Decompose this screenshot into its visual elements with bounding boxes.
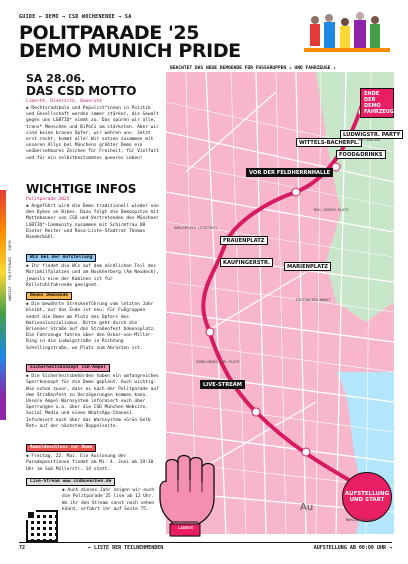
label-au: Au	[300, 502, 314, 513]
title-line-2: DEMO MUNICH PRIDE	[19, 40, 241, 62]
info-box-wcs	[26, 254, 160, 289]
label-hofgarten: HOF-GARTEN	[358, 138, 380, 142]
label-marienplatz[interactable]: MARIENPLATZ	[284, 262, 331, 271]
label-viktualienmarkt: VIKTUALIEN-MARKT	[296, 298, 331, 302]
infos-subline: Politparade 2025	[26, 197, 70, 202]
info-box-sicherheit	[26, 364, 160, 430]
infos-heading: WICHTIGE INFOS	[26, 182, 137, 196]
qr-finder-icon	[26, 510, 36, 520]
date-heading: SA 28.06.	[26, 72, 86, 85]
label-food-drinks[interactable]: FOOD&DRINKS	[336, 150, 386, 159]
info-box-text: ✱ Freitag, 22. Mai. Ein Auslosung der Paradepositionen findet am Mi. 4. Juni ab 19:30 Uhr im Sub Müllerstr. 14 statt.	[26, 454, 154, 472]
info-box-label: Live-Stream www.csdmuenchen.de	[26, 478, 115, 486]
label-frauenplatz[interactable]: FRAUENPLATZ	[220, 236, 268, 245]
info-box-label: Sicherheitskonzept CSD-Ampel	[26, 364, 110, 372]
label-mariahilfplatz: MARIAHILFPLATZ	[346, 518, 377, 522]
infos-text: ✱ Angeführt wird die Demo traditionell wieder von den Dykes on Bikes. Dazu folgt die Demospitze mit Mottobanner von CSD und Vertretenden des Münchner LGBTIQ*-Community zusammen mit Schirmfrau OB Dieter Reiter und Rosa-Liste-Stadtrat Thomas Niederbühl.	[26, 204, 159, 241]
label-feldherrnhalle[interactable]: VOR DER FELDHERRNHALLE	[246, 168, 333, 177]
label-wittelsbacherplatz[interactable]: WITTELS-BACHERPL.	[296, 138, 362, 147]
label-ludwigstr-party[interactable]: LUDWIGSTR. PARTY	[340, 130, 403, 139]
liberte-sleeve-text: LIBERTÉ	[178, 526, 194, 530]
info-box-text: ✱ Ihr findet die WCs auf dem nördlichen Teil des Mariahilfplatzes und am Nockherberg (Am Neudeck), jeweils eine der Kabinen ist für Rollstuhlfahrende geeignet.	[26, 264, 159, 288]
page-number: 72	[19, 545, 26, 551]
label-sendlinger-tor: SENDLINGER-TOR-PLATZ	[196, 360, 240, 364]
info-box-label: Anmeldeschluss zur Demo	[26, 444, 96, 452]
info-box-label: WCs bei der Aufstellung	[26, 254, 96, 262]
page-title	[19, 24, 269, 60]
title-line-1: POLITPARADE '25	[19, 22, 200, 44]
info-box-anmeldeschluss	[26, 444, 160, 473]
side-label: ANREISE · POLITPARADE · INFOS	[8, 240, 12, 302]
motto-text: ✱ Rechtsradikale und Populist*innen in Politik und Gesellschaft werden immer stärker, die Gewalt gegen uns LGBTIQ* nimmt zu. Das spüren wir alle, trans* Menschen und BiPoCs am stärksten. Aber wir sind keine braven Opfer, wir wehren uns. Jetzt erst recht, kommt alle! Wir setzen zusammen mit unseren Allys bei Münchens größter Demo ein unübersehbares Zeichen für Freiheit, für Vielfalt und für ein selbstbestimmtes queeres Leben!	[26, 106, 159, 161]
info-box-label: Neues Demoende	[26, 292, 72, 300]
label-ende-fahrzeuge[interactable]: ENDE DER DEMO FAHRZEUGE	[360, 88, 394, 118]
parade-photo	[302, 10, 392, 58]
breadcrumb[interactable]: GUIDE ← DEMO → CSD WOCHENENDE → SA	[19, 14, 132, 20]
info-box-text: ✱ Die Sicherheitsbehörden haben ein umfangreiches Sperrkonzept für die Demo geplant. Auch wichtig: Wie schon zuvor, dass es nach der Politparade auf dem Straßenfest zu Verzögerungen kommen kann. Unsere Ampel-Warnsystem informiert euch über Sperrungen u.a. über die CSD München Website, Social Media und einen WhatsApp-Channel. Informiert euch über das Warnsystem »Grün Gelb Rot« auf der nächsten Doppelseite.	[26, 374, 159, 429]
footer-rule	[19, 542, 392, 543]
info-box-text: ✱ Auch dieses Jahr zeigen wir euch die Politparade'25 live ab 12 Uhr. Wo ihr den Stream sonst noch sehen könnt, erfahrt ihr auf Seite 75.	[62, 488, 155, 512]
label-kaufingerstr[interactable]: KAUFINGERSTR.	[220, 258, 273, 267]
label-aufstellung-start[interactable]: AUFSTELLUNG UND START	[342, 472, 392, 522]
info-box-livestream	[26, 478, 160, 513]
info-box-demoende	[26, 292, 160, 352]
forward-link[interactable]: AUFSTELLUNG AB 00:00 UHR →	[313, 545, 392, 551]
back-link[interactable]: ← LISTE DER TEILNEHMENDEN	[88, 545, 164, 551]
label-live-stream[interactable]: LIVE-STREAM	[200, 380, 245, 389]
label-karlsplatz: KARLSPLATZ (STACHUS)	[174, 226, 218, 230]
motto-subline: Liberté, Diversité, Queerité	[26, 99, 102, 104]
rainbow-bar	[0, 190, 6, 420]
motto-heading: DAS CSD MOTTO	[26, 84, 137, 98]
notice-demo-end: BEACHTET DAS NEUE DEMOENDE FÜR FUSSGRUPPEN ↓ UND FAHRZEUGE ↓	[170, 66, 336, 71]
info-box-text: ✱ Die bewährte Streckenführung vom letzten Jahr bleibt, nur das Ende ist neu: Für Fußgruppen endet die Demo am Platz des Opfers des Nationalsozialismus. Bitte geht durch die Brienner Straße auf das Straßenfest Odeonsplatz. Die Fahrzeuge fahren über den Oskar-von-Miller-Ring in die Ludwigstraße in Richtung Schellingstraße, wo Platz zum Abrüsten ist.	[26, 302, 157, 351]
label-max-joseph-platz: MAX-JOSEPH-PLATZ	[314, 208, 349, 212]
